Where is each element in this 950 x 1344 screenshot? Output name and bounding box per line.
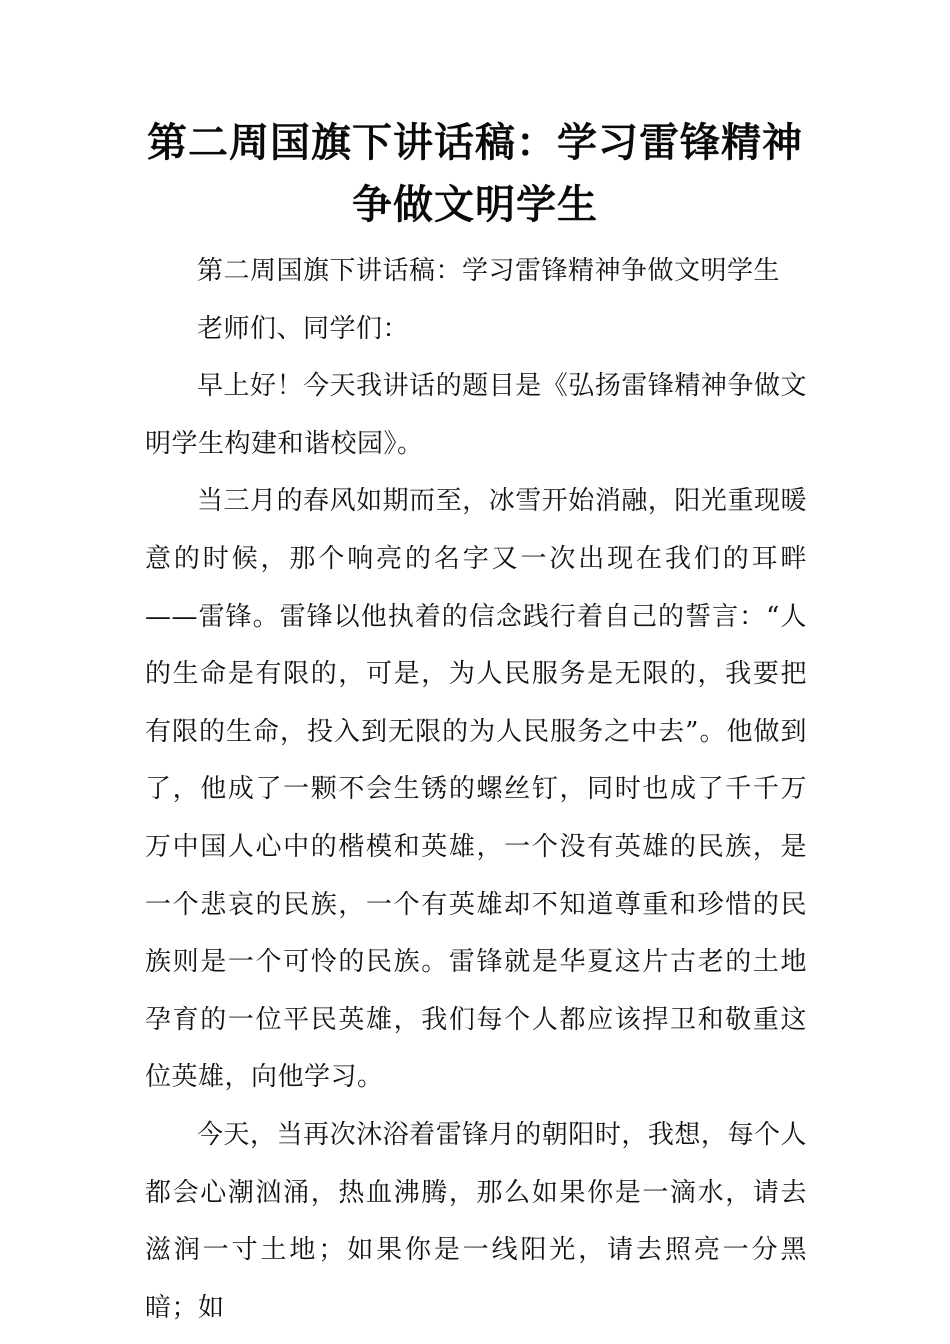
- paragraph-main: 当三月的春风如期而至，冰雪开始消融，阳光重现暖意的时候，那个响亮的名字又一次出现在我们的耳畔——雷锋。雷锋以他执着的信念践行着自己的誓言：“人的生命是有限的，可是，为人民服务是无限的，我要把有限的生命，投入到无限的为人民服务之中去”。他做到了，他成了一颗不会生锈的螺丝钉，同时也成了千千万万中国人心中的楷模和英雄，一个没有英雄的民族，是一个悲哀的民族，一个有英雄却不知道尊重和珍惜的民族则是一个可怜的民族。雷锋就是华夏这片古老的土地孕育的一位平民英雄，我们每个人都应该捍卫和敬重这位英雄，向他学习。: [145, 486, 807, 1093]
- paragraph-subtitle: 第二周国旗下讲话稿：学习雷锋精神争做文明学生: [197, 256, 781, 286]
- document-body: [145, 243, 807, 1337]
- title-line-1: 第二周国旗下讲话稿：学习雷锋精神: [147, 120, 803, 166]
- title-line-2: 争做文明学生: [352, 182, 598, 228]
- paragraph-opening: 早上好！今天我讲话的题目是《弘扬雷锋精神争做文明学生构建和谐校园》。: [145, 371, 807, 459]
- document-title: [145, 112, 805, 236]
- paragraph-greeting: 老师们、同学们：: [197, 313, 410, 344]
- paragraph-today: 今天，当再次沐浴着雷锋月的朝阳时，我想，每个人都会心潮汹涌，热血沸腾，那么如果你是一滴水，请去滋润一寸土地；如果你是一线阳光，请去照亮一分黑暗；如: [145, 1119, 807, 1323]
